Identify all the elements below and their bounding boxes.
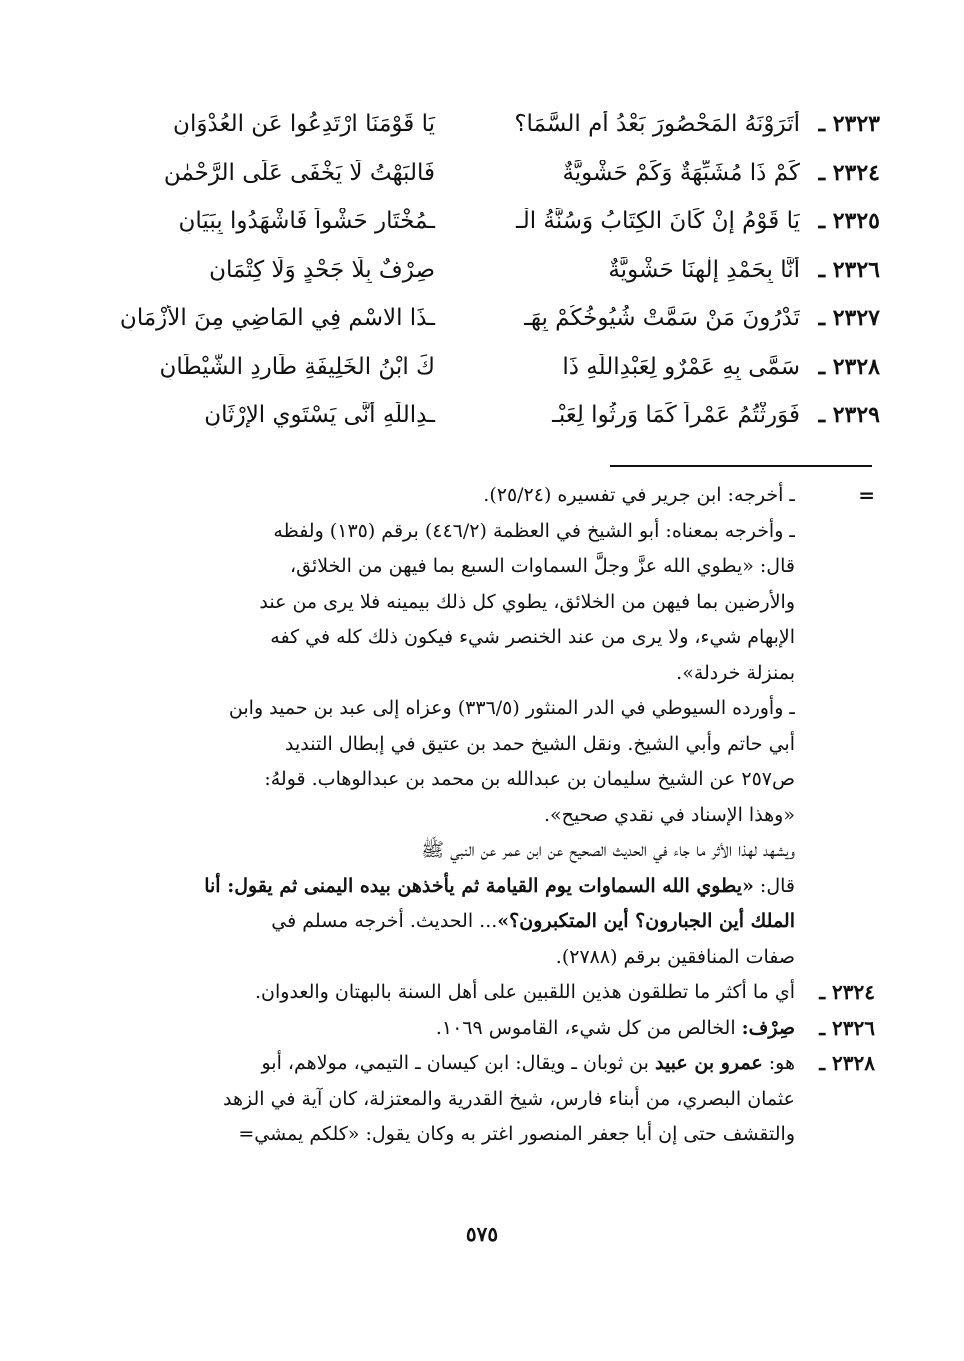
person-name: عمرو بن عبيد [654,1052,763,1074]
verse-first-hemistich: فَوَرِثْتُمُ عَمْراً كَمَا وَرِثُوا لِعَبْـ [552,402,800,429]
verse-second-hemistich: فَالبَهْتُ لَا يَخْفَى عَلَى الرَّحْمٰنِ [163,159,435,186]
footnote-2326 [85,1011,875,1047]
verse-first-hemistich: كَمْ ذَا مُشَبِّهَةٌ وَكَمْ حَشْوِيَّةٌ [562,159,800,186]
hadith-text: «يطوي الله السماوات يوم القيامة ثم يأخذهن بيده اليمنى ثم يقول: أنا [204,874,754,897]
footnote-line: والتقشف حتى إن أبا جعفر المنصور اغتر به وكان يقول: «كلكم يمشي= [238,1123,795,1145]
verse-second-hemistich: يَا قَوْمَنَا ارْتَدِعُوا عَنِ العُدْوَانِ [173,111,435,138]
footnote-line: أي ما أكثر ما تطلقون هذين اللقبين على أهل السنة بالبهتان والعدوان. [255,981,795,1003]
verse-first-hemistich: أَتَرَوْنَهُ المَحْصُورَ بَعْدُ أَمِ السَّمَا؟ [514,111,800,138]
footnote-line: ـ وأورده السيوطي في الدر المنثور (٣٣٦/٥) وعزاه إلى عبد بن حميد وابن [228,697,795,719]
verse-number: ٢٣٢٨ ـ [818,353,880,380]
hadith-line [85,869,795,905]
verse-row [70,100,880,149]
footnote-marker: ٢٣٢٤ ـ [819,980,875,1004]
verse-row [70,149,880,198]
verse-number: ٢٣٢٧ ـ [818,305,880,332]
footnote-line: «وهذا الإسناد في نقدي صحيح». [544,803,795,826]
footnote-2324 [85,975,875,1011]
footnote-body [85,1046,795,1153]
verse-number: ٢٣٢٩ ـ [818,402,880,429]
verse-second-hemistich: ـذَا الاسْمِ فِي المَاضِي مِنَ الأَزْمَانِ [119,305,435,332]
verse-first-hemistich: يَا قَوْمُ إِنْ كَانَ الكِتَابُ وَسُنَّةُ الْـ [515,208,800,235]
page-number: ٥٧٥ [465,1222,499,1246]
footnote-line: والأرضين بما فيهن من الخلائق، يطوي كل ذلك بيمينه فلا يرى من عند [259,590,795,613]
verse-second-hemistich: ـدِاللّٰهِ أَنَّى يَسْتَوِي الإِرْثَانِ [204,402,435,429]
poem-verses [70,100,880,440]
footnote-lead: هو: [762,1052,795,1074]
footnote-body [85,478,795,975]
footnote-text: بن ثوبان ـ ويقال: ابن كيسان ـ التيمي، مولاهم، أبو [261,1052,655,1074]
verse-second-hemistich: صِرْفٌ بِلَا جَحْدٍ وَلَا كِتْمَانِ [209,256,435,283]
footnote-marker: ٢٣٢٨ ـ [819,1051,875,1075]
footnote-marker: ٢٣٢٦ ـ [819,1015,875,1040]
verse-row [70,197,880,246]
footnote-line: الإبهام شيء، ولا يرى من عند الخنصر شيء فيكون ذلك كله في كفه [270,626,795,648]
verse-first-hemistich: تَدْرُونَ مَنْ سَمَّتْ شُيُوخُكُمْ بِهَـ [524,305,800,332]
footnote-line [85,1046,795,1082]
footnote-2328 [85,1046,875,1153]
verse-first-hemistich: سَمَّى بِهِ عَمْرٌو لِعَبْدِاللّٰهِ ذَا [562,353,800,380]
hadith-trail: ... الحديث. أخرجه مسلم في [271,910,498,932]
footnote-line: صفات المنافقين برقم (٢٧٨٨). [555,945,795,968]
footnote-continued [85,478,875,975]
footnote-line: عثمان البصري، من أبناء فارس، شيخ القدرية والمعتزلة، كان آية في الزهد [223,1087,795,1110]
footnote-line: بمنزلة خردلة». [676,661,795,684]
footnote-divider [610,465,872,467]
verse-row [70,246,880,295]
verse-second-hemistich: ـمُخْتَارِ حَشْواً فَاشْهَدُوا بِبَيَانِ [178,208,435,235]
verse-row [70,294,880,343]
verse-row [70,343,880,392]
hadith-line [85,904,795,940]
verse-number: ٢٣٢٥ ـ [818,208,880,235]
footnote-line: ـ أخرجه: ابن جرير في تفسيره (٢٥/٢٤). [483,484,795,506]
footnote-line [85,1011,795,1047]
hadith-text: الملك أين الجبارون؟ أين المتكبرون؟» [497,910,795,932]
verse-second-hemistich: كَ ابْنُ الخَلِيفَةِ طَارِدِ الشَّيْطَانِ [159,353,435,380]
verse-number: ٢٣٢٣ ـ [818,111,880,138]
footnote-line: قال: «يطوي الله عزَّ وجلَّ السماوات السبع بما فيهن من الخلائق، [289,555,795,577]
footnote-line: أبي حاتم وأبي الشيخ. ونقل الشيخ حمد بن عتيق في إبطال التنديد [285,732,795,755]
footnote-line: ص٢٥٧ عن الشيخ سليمان بن عبدالله بن محمد بن عبدالوهاب. قولهُ: [264,768,795,790]
footnote-line: ويشهد لهذا الأثر ما جاء في الحديث الصحيح عن ابن عمر عن النبي ﷺ [421,839,795,861]
hadith-lead: قال: [753,874,795,897]
glossed-term: صِرْف: [741,1016,795,1039]
verse-first-hemistich: أَنَّا بِحَمْدِ إِلٰهِنَا حَشْوِيَّةٌ [608,256,800,283]
footnote-body [85,975,795,1011]
verse-row [70,391,880,440]
footnote-body [85,1011,795,1047]
verse-number: ٢٣٢٦ ـ [818,256,880,283]
continuation-marker: = [858,483,875,507]
footnote-line: ـ وأخرجه بمعناه: أبو الشيخ في العظمة (٤٤٦/٢) برقم (١٣٥) ولفظه [273,519,795,542]
gloss-text: الخالص من كل شيء، القاموس ١٠٦٩. [435,1016,742,1039]
verse-number: ٢٣٢٤ ـ [818,159,880,186]
footnotes [85,478,875,1153]
